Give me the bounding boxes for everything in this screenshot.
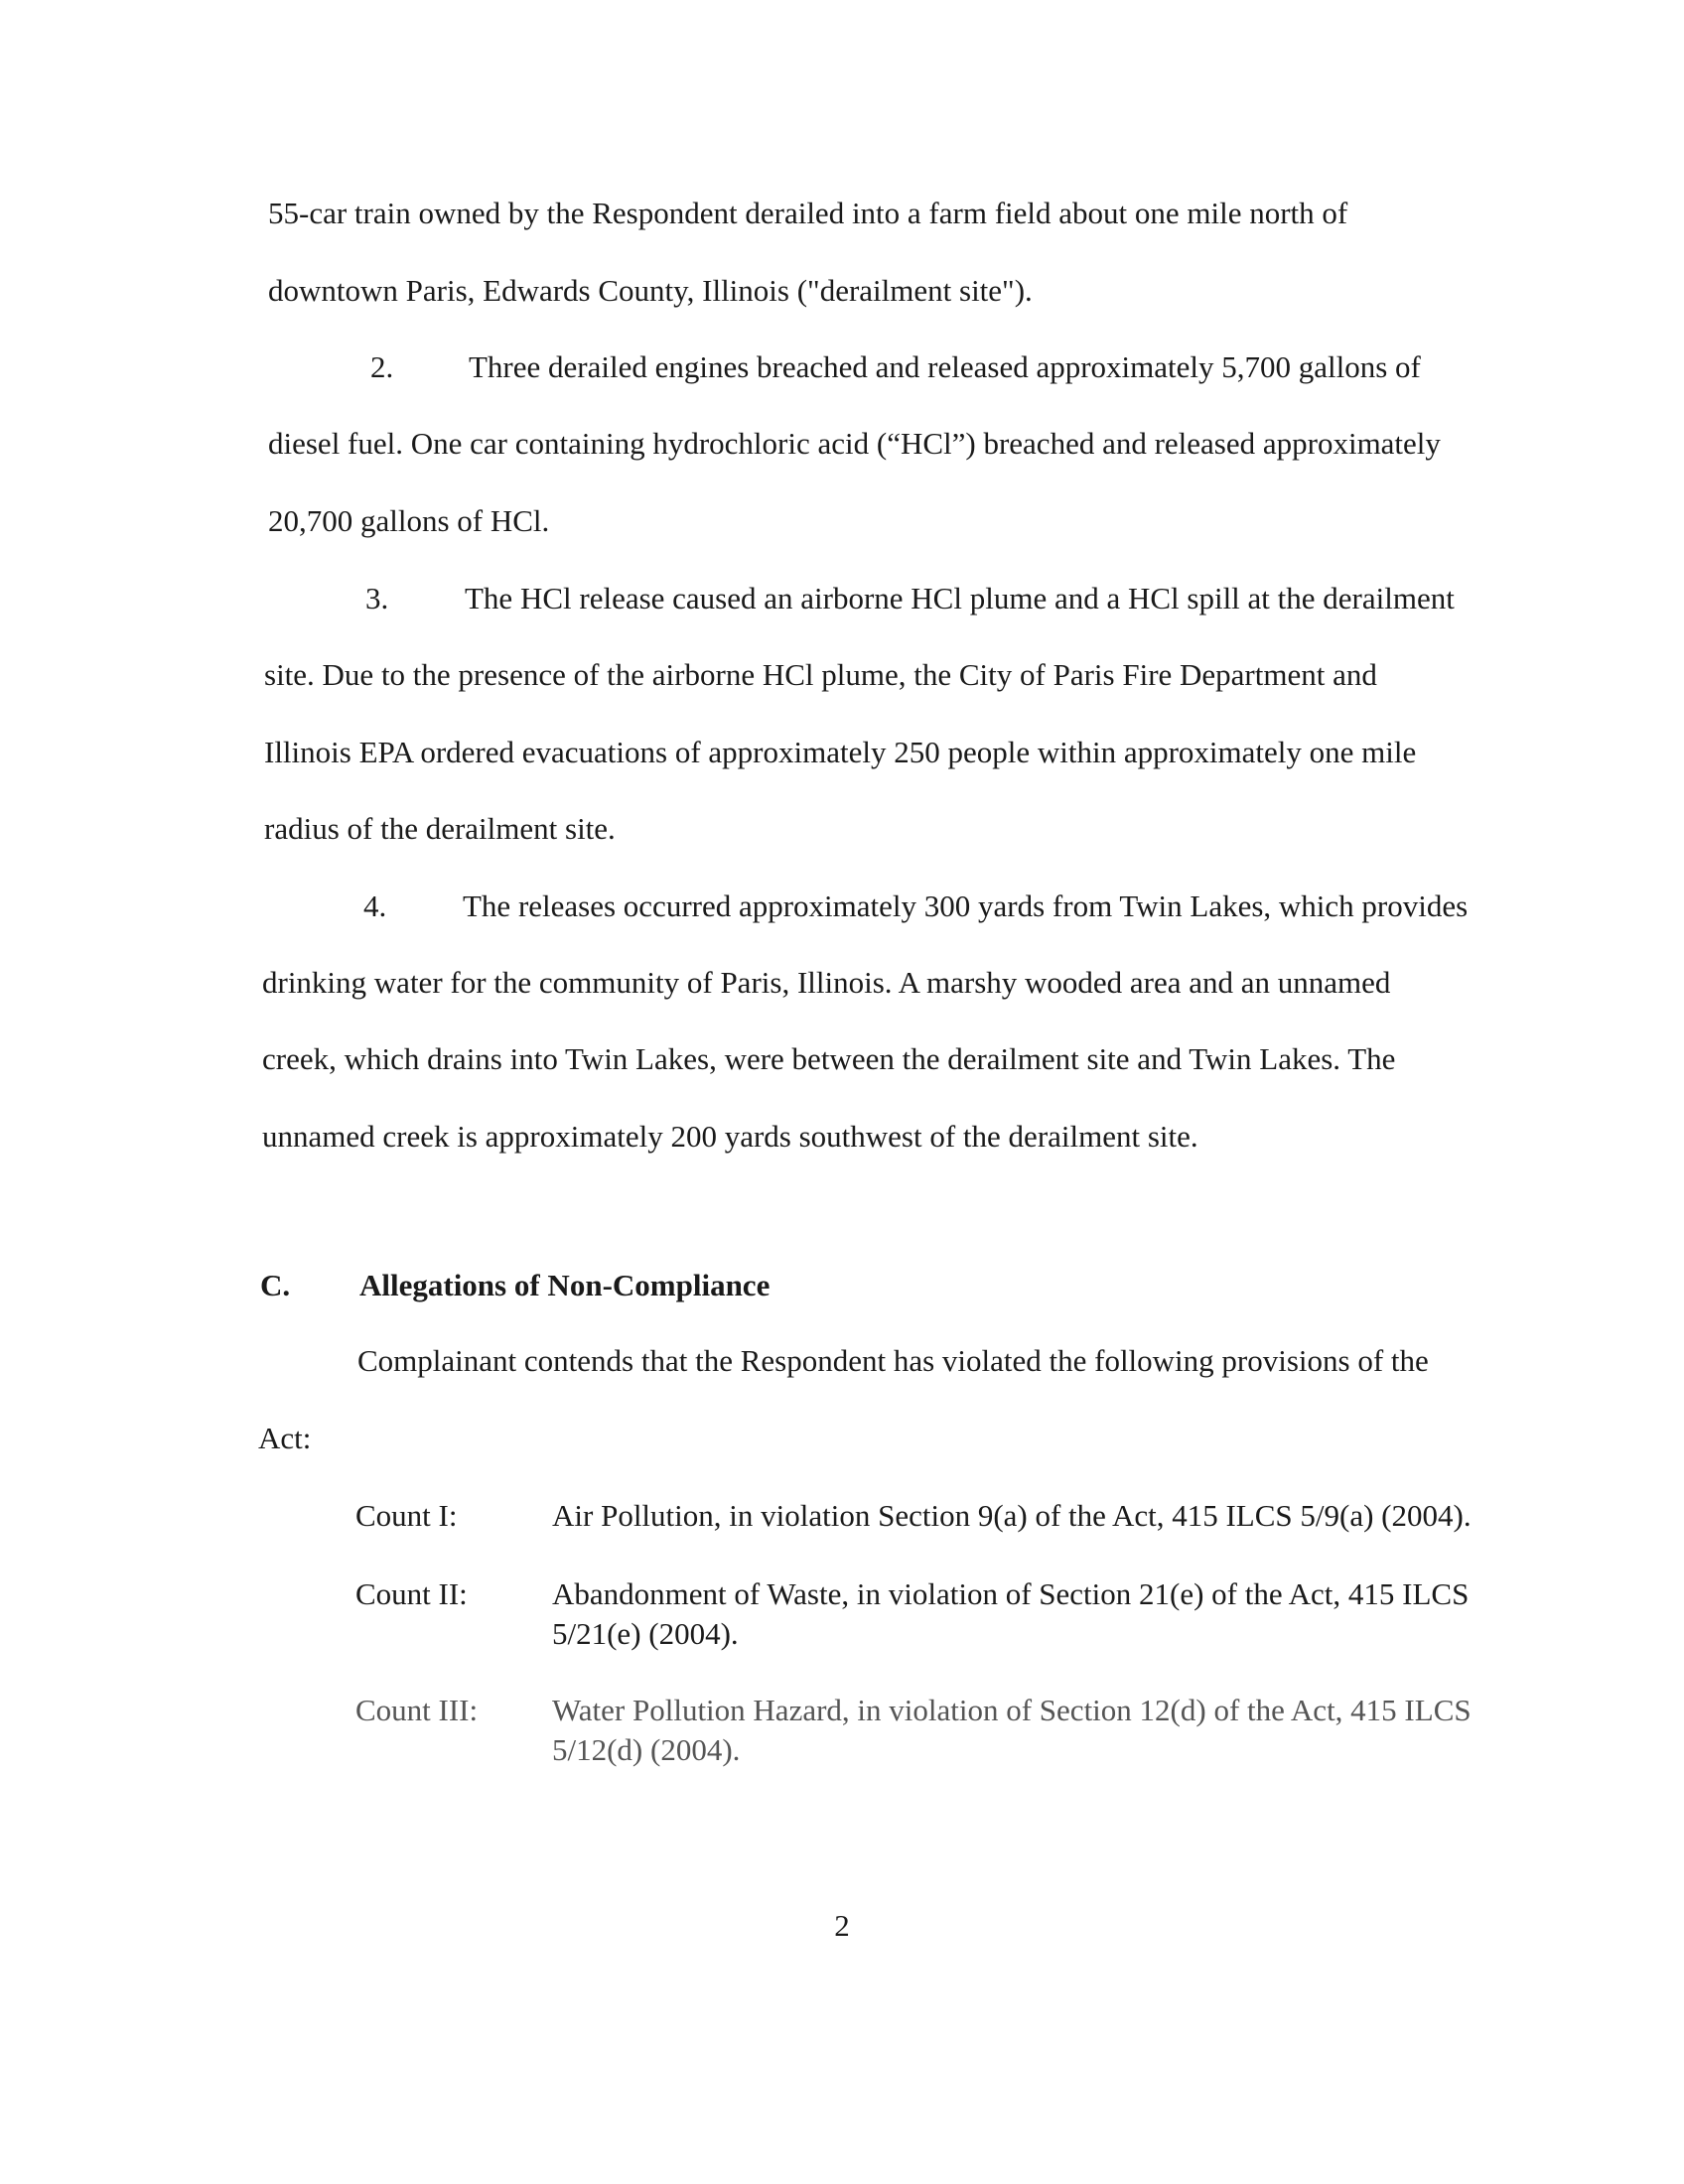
paragraph-4-line-2: drinking water for the community of Paris, Illinois. A marshy wooded area and an unnamed xyxy=(262,965,1391,1000)
paragraph-3-line-2: site. Due to the presence of the airborne HCl plume, the City of Paris Fire Department and xyxy=(264,657,1377,692)
page-number: 2 xyxy=(834,1908,850,1943)
paragraph-2-line-3: 20,700 gallons of HCl. xyxy=(268,503,550,538)
count-label: Count III: xyxy=(355,1693,479,1727)
count-label: Count I: xyxy=(355,1498,458,1533)
paragraph-3-line-1: The HCl release caused an airborne HCl plume and a HCl spill at the derailment xyxy=(465,581,1455,615)
paragraph-4-line-1: The releases occurred approximately 300 yards from Twin Lakes, which provides xyxy=(463,888,1469,923)
paragraph-1-line-1: 55-car train owned by the Respondent derailed into a farm field about one mile north of xyxy=(268,196,1348,230)
paragraph-3-number: 3. xyxy=(365,581,389,615)
paragraph-3-line-4: radius of the derailment site. xyxy=(264,811,616,846)
paragraph-4-number: 4. xyxy=(363,888,387,923)
paragraph-2-line-2: diesel fuel. One car containing hydrochloric acid (“HCl”) breached and released approximately xyxy=(268,426,1441,461)
paragraph-4-line-3: creek, which drains into Twin Lakes, were between the derailment site and Twin Lakes. The xyxy=(262,1041,1396,1076)
section-intro-line-2: Act: xyxy=(258,1421,312,1455)
count-label: Count II: xyxy=(355,1576,468,1611)
paragraph-4-line-4: unnamed creek is approximately 200 yards southwest of the derailment site. xyxy=(262,1119,1198,1154)
count-text: Air Pollution, in violation Section 9(a) of the Act, 415 ILCS 5/9(a) (2004). xyxy=(552,1498,1472,1533)
paragraph-2-line-1: Three derailed engines breached and released approximately 5,700 gallons of xyxy=(469,349,1421,384)
paragraph-2-number: 2. xyxy=(370,349,394,384)
count-text: Water Pollution Hazard, in violation of Section 12(d) of the Act, 415 ILCS 5/12(d) (2004). xyxy=(552,1693,1472,1767)
count-text: Abandonment of Waste, in violation of Section 21(e) of the Act, 415 ILCS 5/21(e) (2004). xyxy=(552,1576,1470,1651)
paragraph-3-line-3: Illinois EPA ordered evacuations of approximately 250 people within approximately one mile xyxy=(264,735,1417,769)
section-letter: C. xyxy=(260,1268,291,1302)
paragraph-1-line-2: downtown Paris, Edwards County, Illinois ("derailment site"). xyxy=(268,273,1033,308)
section-intro-line-1: Complainant contends that the Respondent has violated the following provisions of the xyxy=(357,1343,1429,1378)
section-title: Allegations of Non-Compliance xyxy=(359,1268,771,1302)
